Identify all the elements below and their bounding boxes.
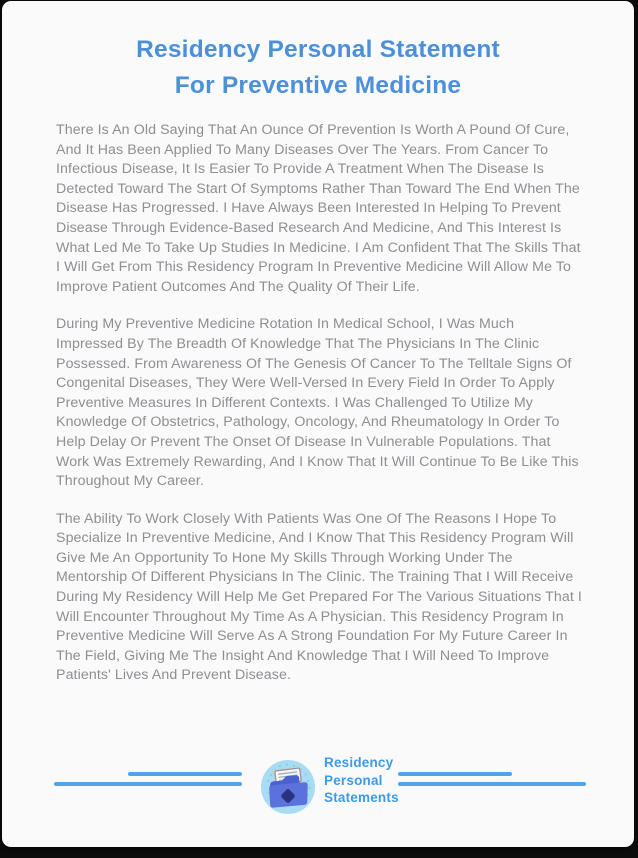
- page-title-line-1: Residency Personal Statement: [136, 36, 500, 63]
- divider-line-right-long: [398, 782, 586, 786]
- folder-documents-icon: [261, 760, 315, 814]
- essay-paragraph-2: During My Preventive Medicine Rotation In Medical School, I Was Much Impressed By The Breadth Of Knowledge That The Physicians In The Clinic Possessed. From Awareness Of The Genesis Of Cancer To The Telltale Signs Of Congenital Diseases, They Were Well-Versed In Every Field In Order To Apply Preventive Measures In Different Contexts. I Was Challenged To Utilize My Knowledge Of Obstetrics, Pathology, Oncology, And Rheumatology In Order To Help Delay Or Prevent The Onset Of Disease In Vulnerable Populations. That Work Was Extremely Rewarding, And I Know That It Will Continue To Be Like This Throughout My Career.: [56, 316, 579, 490]
- essay-body: [56, 121, 584, 686]
- brand-logo: [261, 760, 315, 814]
- essay-paragraph-3: The Ability To Work Closely With Patients Was One Of The Reasons I Hope To Specialize In Preventive Medicine, And I Know That This Residency Program Will Give Me An Opportunity To Hone My Skills Through Working Under The Mentorship Of Different Physicians In The Clinic. The Training That I Will Receive During My Residency Will Help Me Get Prepared For The Various Situations That I Will Encounter Throughout My Time As A Physician. This Residency Program In Preventive Medicine Will Serve As A Strong Foundation For My Future Career In The Field, Giving Me The Insight And Knowledge That I Will Need To Improve Patients' Lives And Prevent Disease.: [56, 510, 582, 684]
- page-title-line-2: For Preventive Medicine: [174, 72, 462, 99]
- brand-name-line-1: Residency: [324, 755, 394, 770]
- brand-name-line-3: Statements: [324, 790, 399, 806]
- brand-name: [324, 754, 399, 807]
- divider-line-right-short: [398, 772, 512, 776]
- footer-brand-block: [2, 751, 634, 821]
- divider-line-left-short: [128, 772, 242, 776]
- page-title: [2, 32, 634, 104]
- document-page: [2, 1, 634, 847]
- divider-line-left-long: [54, 782, 242, 786]
- essay-paragraph-1: There Is An Old Saying That An Ounce Of Prevention Is Worth A Pound Of Cure, And It Has Been Applied To Many Diseases Over The Years. From Cancer To Infectious Disease, It Is Easier To Provide A Treatment When The Disease Is Detected Toward The Start Of Symptoms Rather Than Toward The End When The Disease Has Progressed. I Have Always Been Interested In Helping To Prevent Disease Through Evidence-Based Research And Medicine, And This Interest Is What Led Me To Take Up Studies In Medicine. I Am Confident That The Skills That I Will Get From This Residency Program In Preventive Medicine Will Allow Me To Improve Patient Outcomes And The Quality Of Their Life.: [56, 122, 581, 295]
- brand-name-line-2: Personal: [324, 772, 383, 788]
